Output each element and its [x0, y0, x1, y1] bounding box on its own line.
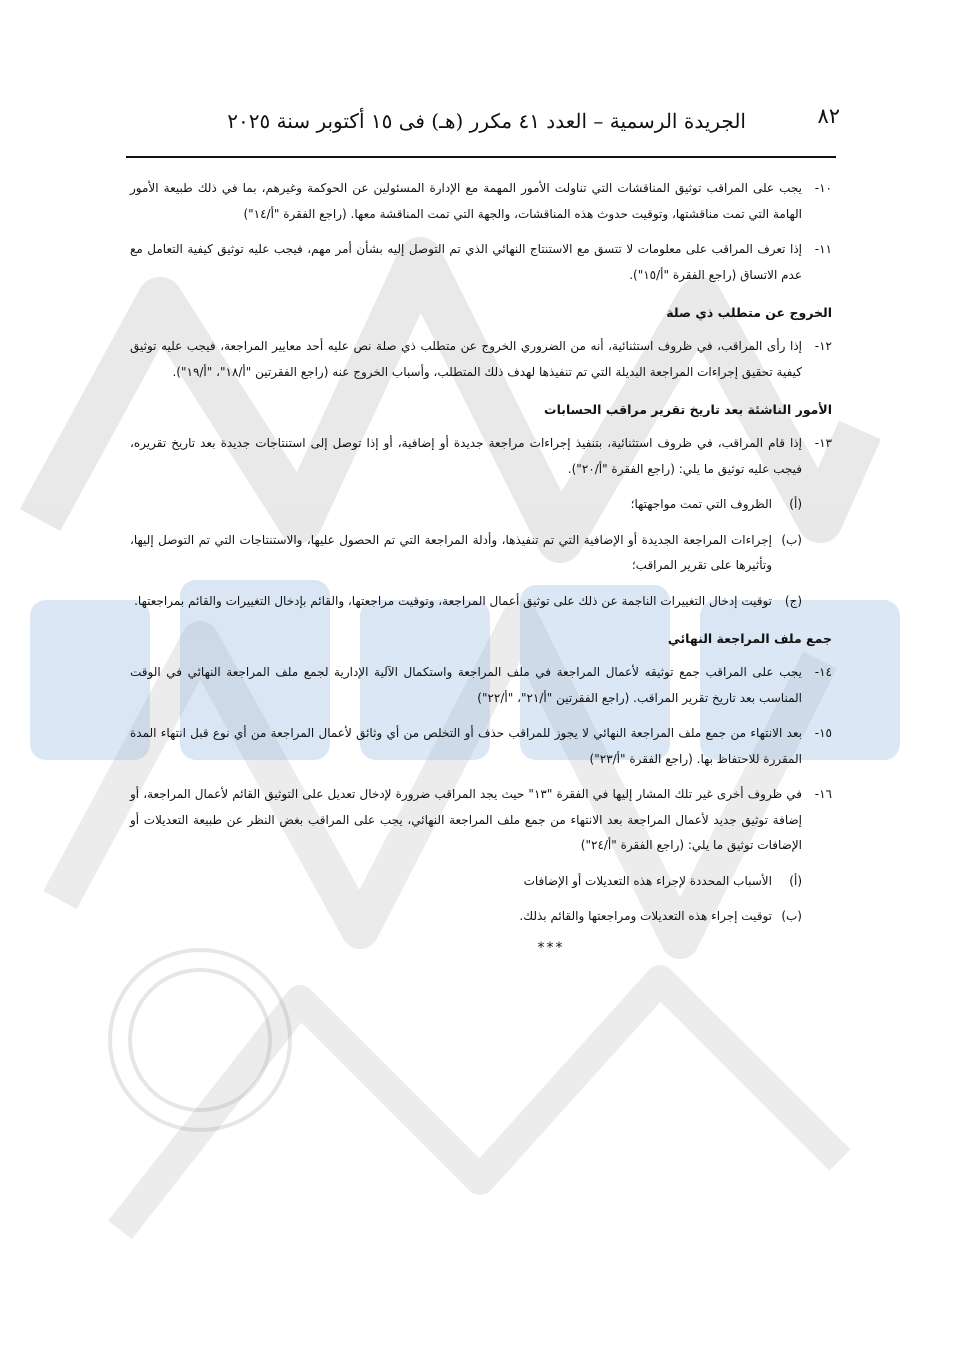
- item-text: يجب على المراقب توثيق المناقشات التي تناولت الأمور المهمة مع الإدارة المسئولين عن الحوكمة وغيرهم، بما في ذلك طبيعة الأمور الهامة التي تمت مناقشتها، وتوقيت حدوث هذه المناقشات، والجهة التي تمت المناقشة معها. (راجع الفقرة "أ/١٤"): [130, 181, 802, 221]
- item-number: ١٠-: [814, 181, 832, 195]
- end-of-section-mark: ***: [537, 939, 565, 956]
- item-number: ١٣-: [814, 436, 832, 450]
- item-text: إذا رأى المراقب، في ظروف استثنائية، أنه من الضروري الخروج عن متطلب ذي صلة نص عليه أحد معايير المراجعة، فيجب عليه توثيق كيفية تحقيق إجراءات المراجعة البديلة التي تم تنفيذها لهدف ذلك المتطلب، وأسباب الخروج عنه (راجع الفقرتين "أ/١٨"، "أ/١٩").: [130, 339, 802, 379]
- gazette-header-title: الجريدة الرسمية – العدد ٤١ مكرر (هـ) فى ١٥ أكتوبر سنة ٢٠٢٥: [227, 109, 746, 133]
- header-divider: [126, 156, 836, 158]
- sub-item-letter: (أ): [789, 873, 802, 888]
- section-departure-from-requirement: [130, 302, 832, 385]
- list-item: [130, 237, 832, 288]
- section-final-audit-file: [130, 628, 832, 930]
- item-text: إذا تعرف المراقب على معلومات لا تتسق مع الاستنتاج النهائي الذي تم التوصل إليه بشأن أمر مهم، فيجب عليه توثيق كيفية التعامل مع عدم الاتساق (راجع الفقرة "أ/١٥").: [130, 242, 802, 282]
- list-item: [130, 660, 832, 711]
- list-item: [130, 334, 832, 385]
- list-item: [130, 176, 832, 227]
- list-item: [130, 782, 832, 859]
- sub-item-letter: (ج): [784, 593, 802, 608]
- sub-item-text: الأسباب المحددة لإجراء هذه التعديلات أو الإضافات: [523, 873, 772, 888]
- list-item: [130, 431, 832, 482]
- sub-item: [130, 492, 832, 518]
- sub-item-letter: (ب): [781, 909, 802, 923]
- section-heading: جمع ملف المراجعة النهائي: [667, 631, 832, 646]
- sub-item: [130, 904, 832, 930]
- page-number: ٨٢: [817, 104, 840, 128]
- sub-item-text: توقيت إجراء هذه التعديلات ومراجعتها والقائم بذلك.: [519, 909, 772, 923]
- sub-item: [130, 589, 832, 615]
- sub-item: [130, 528, 832, 579]
- sub-item-text: إجراءات المراجعة الجديدة أو الإضافية التي تم تنفيذها، وأدلة المراجعة التي تم الحصول عليها، والاستنتاجات التي تم التوصل إليها، وتأثيرها على تقرير المراقب؛: [130, 532, 772, 572]
- item-number: ١٢-: [814, 339, 832, 353]
- section-heading: الأمور الناشئة بعد تاريخ تقرير مراقب الحسابات: [544, 402, 832, 417]
- sub-item-letter: (ب): [781, 532, 802, 547]
- item-number: ١٥-: [814, 726, 832, 740]
- sub-item: [130, 869, 832, 895]
- list-item: [130, 721, 832, 772]
- section-heading: الخروج عن متطلب ذي صلة: [666, 305, 832, 320]
- sub-item-text: توقيت إدخال التغييرات الناجمة عن ذلك على توثيق أعمال المراجعة، وتوقيت مراجعتها، والقائم بإدخال التغييرات والقائم بمراجعتها.: [134, 593, 772, 608]
- item-text: يجب على المراقب جمع توثيقه لأعمال المراجعة في ملف المراجعة واستكمال الآلية الإدارية لجمع ملف المراجعة النهائي في الوقت المناسب بعد تاريخ تقرير المراقب. (راجع الفقرتين "أ/٢١"، "أ/٢٢"): [130, 665, 802, 705]
- item-text: إذا قام المراقب، في ظروف استثنائية، بتنفيذ إجراءات مراجعة جديدة أو إضافية، أو إذا توصل إلى استنتاجات جديدة بعد تاريخ تقريره، فيجب عليه توثيق ما يلي: (راجع الفقرة "أ/٢٠").: [130, 436, 802, 476]
- item-text: بعد الانتهاء من جمع ملف المراجعة النهائي لا يجوز للمراقب حذف أو التخلص من أي وثائق لأعمال المراجعة من أي نوع قبل انتهاء المدة المقررة للاحتفاظ بها. (راجع الفقرة "أ/٢٣"): [130, 726, 802, 766]
- sub-item-letter: (أ): [789, 497, 802, 511]
- page-content: [130, 104, 840, 956]
- item-number: ١٤-: [814, 665, 832, 679]
- item-number: ١١-: [814, 242, 832, 256]
- sub-item-text: الظروف التي تمت مواجهتها؛: [630, 497, 772, 511]
- page-header: [130, 104, 840, 158]
- item-number: ١٦-: [814, 787, 832, 801]
- section-matters-after-report-date: [130, 399, 832, 614]
- item-text: في ظروف أخرى غير تلك المشار إليها في الفقرة "١٣" حيث يجد المراقب ضرورة لإدخال تعديل على التوثيق القائم لأعمال المراجعة، أو إضافة توثيق جديد لأعمال المراجعة بعد الانتهاء من جمع ملف المراجعة النهائي، يجب على المراقب بغض النظر عن طبيعة التعديلات أو الإضافات توثيق ما يلي: (راجع الفقرة "أ/٢٤"): [130, 787, 802, 852]
